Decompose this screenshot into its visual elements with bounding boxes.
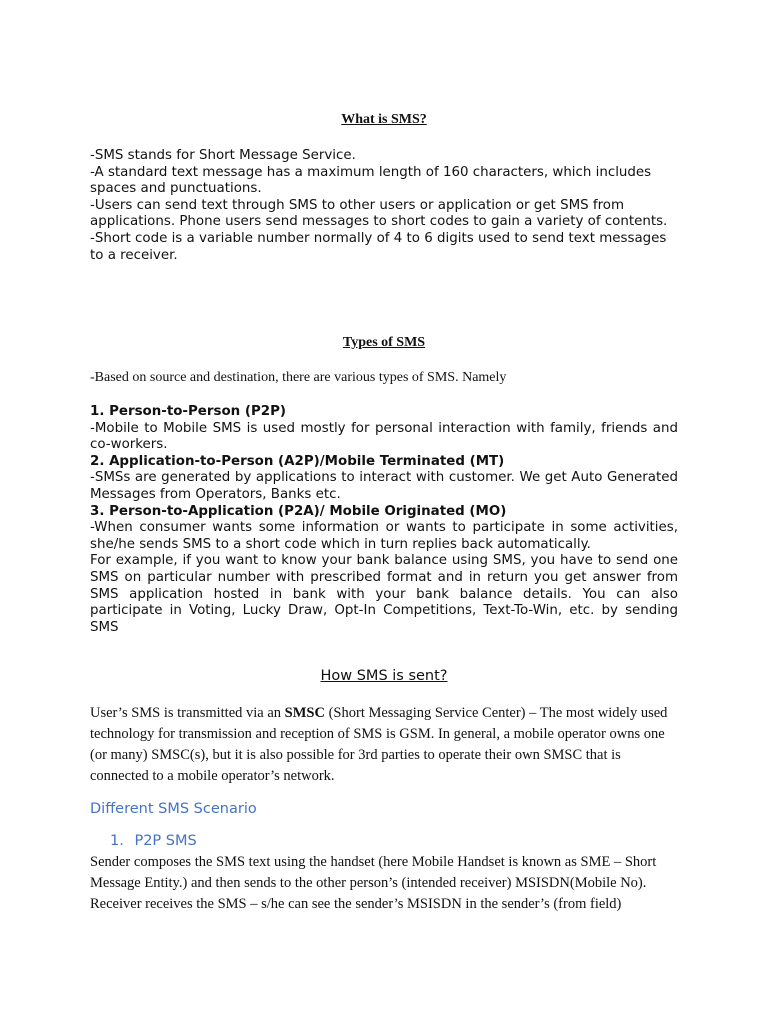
type-2-text: -SMSs are generated by applications to interact with customer. We get Auto Generated Messages from Operators, Banks etc.: [90, 470, 678, 502]
heading-different-sms-scenario: Different SMS Scenario: [90, 801, 257, 817]
types-intro: -Based on source and destination, there are various types of SMS. Namely: [90, 370, 507, 385]
sms-line-2: -A standard text message has a maximum length of 160 characters, which includes spaces and punctuations.: [90, 164, 652, 197]
sms-line-3: -Users can send text through SMS to other users or application or get SMS from applications. Phone users send messages to short codes to gain a variety of contents.: [90, 197, 668, 230]
example-text: For example, if you want to know your bank balance using SMS, you have to send one SMS on particular number with prescribed format and in return you get answer from SMS application hosted in bank with your bank balance details. You can also participate in Voting, Lucky Draw, Opt-In Competitions, Text-To-Win, etc. by sending SMS: [90, 553, 678, 635]
type-2-title: 2. Application-to-Person (A2P)/Mobile Terminated (MT): [90, 453, 505, 469]
how-sms-sent-body: [90, 703, 678, 787]
smsc-term: SMSC: [284, 705, 325, 721]
type-3-text: -When consumer wants some information or wants to participate in some activities, she/he sends SMS to a short code which in turn replies back automatically.: [90, 520, 678, 552]
types-list: [90, 404, 678, 636]
smsc-text-after: (Short Messaging Service Center) – The most widely used technology for transmission and reception of SMS is GSM. In general, a mobile operator owns one (or many) SMSC(s), but it is also possible for 3rd parties to operate their own SMSC that is connected to a mobile operator’s network.: [90, 705, 668, 784]
p2p-sms-body: Sender composes the SMS text using the handset (here Mobile Handset is known as SME – Short Message Entity.) and then sends to the other person’s (intended receiver) MSISDN(Mobile No). Receiver receives the SMS – s/he can see the sender’s MSISDN in the sender’s (from field): [90, 854, 657, 912]
scenario-item-title: P2P SMS: [134, 833, 197, 849]
heading-how-sms-is-sent: How SMS is sent?: [320, 668, 448, 684]
heading-what-is-sms: What is SMS?: [341, 112, 427, 127]
scenario-item-number: 1.: [110, 833, 124, 849]
sms-line-1: -SMS stands for Short Message Service.: [90, 148, 356, 163]
type-3-title: 3. Person-to-Application (P2A)/ Mobile Originated (MO): [90, 503, 507, 519]
smsc-text-before: User’s SMS is transmitted via an: [90, 705, 285, 721]
type-1-title: 1. Person-to-Person (P2P): [90, 404, 287, 419]
sms-line-4: -Short code is a variable number normally of 4 to 6 digits used to send text messages to a receiver.: [90, 230, 667, 263]
type-1-text: -Mobile to Mobile SMS is used mostly for personal interaction with family, friends and co-workers.: [90, 420, 678, 453]
heading-types-of-sms: Types of SMS: [342, 335, 426, 350]
what-is-sms-body: [90, 148, 678, 264]
scenario-item-p2p: [110, 833, 698, 849]
